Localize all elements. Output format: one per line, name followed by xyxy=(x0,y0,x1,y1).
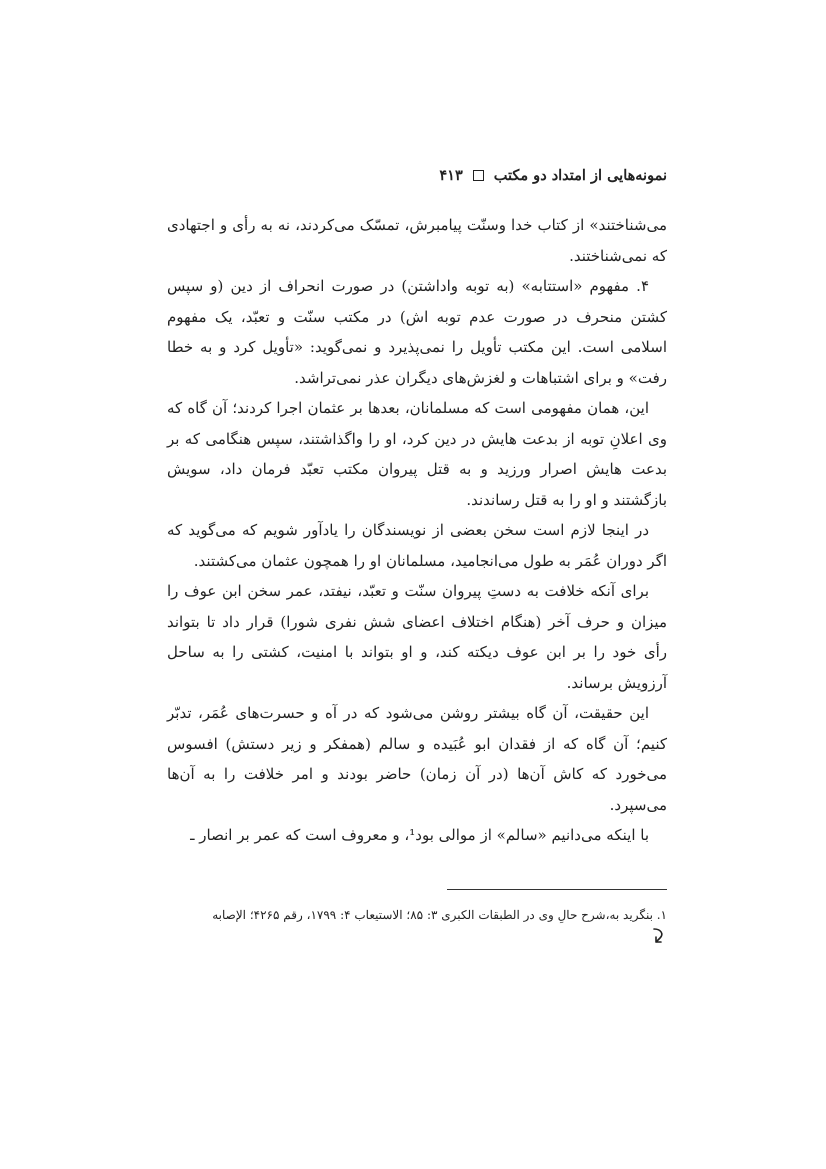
paragraph-6: این حقیقت، آن گاه بیشتر روشن می‌شود که در آه و حسرت‌های عُمَر، تدبّر کنیم؛ آن گاه که از فقدان ابو عُبَیده و سالم (همفکر و زیر دستش) افسوس می‌خورد که کاش آن‌ها (در آن زمان) حاضر بودند و امر خلافت را به آن‌ها می‌سپرد. xyxy=(167,704,667,814)
paragraph-5: برای آنکه خلافت به دستِ پیروان سنّت و تعبّد، نیفتد، عمر سخن ابن عوف را میزان و حرف آخر (هنگام اختلاف اعضای شش نفری شورا) قرار داد تا بتواند رأی خود را بر ابن عوف دیکته کند، و او بتواند با امنیت، کشتی را به ساحل آرزویش برساند. xyxy=(167,582,667,692)
body-text xyxy=(167,210,667,851)
footnote-divider xyxy=(447,889,667,890)
header-title: نمونه‌هایی از امتداد دو مکتب xyxy=(493,166,667,184)
paragraph-4: در اینجا لازم است سخن بعضی از نویسندگان را یادآور شویم که می‌گوید که اگر دوران عُمَر به طول می‌انجامید، مسلمانان او را همچون عثمان می‌کشتند. xyxy=(167,521,667,570)
square-bullet-icon xyxy=(473,170,484,181)
footnote xyxy=(167,904,667,944)
footnote-text: ۱. بنگرید به،شرح حالِ وی در الطبقات الکبری ۳: ۸۵؛ الاستیعاب ۴: ۱۷۹۹، رقم ۴۲۶۵؛ الإصابه xyxy=(212,907,667,922)
page-number: ۴۱۳ xyxy=(439,166,463,184)
continuation-arrow-icon xyxy=(651,926,667,944)
running-header xyxy=(167,160,667,190)
paragraph-1: می‌شناختند» از کتاب خدا وسنّت پیامبرش، تمسّک می‌کردند، نه به رأی و اجتهادی که نمی‌شناختند. xyxy=(167,216,667,265)
paragraph-7: با اینکه می‌دانیم «سالم» از موالی بود¹، و معروف است که عمر بر انصار ـ xyxy=(190,826,649,844)
paragraph-3: این، همان مفهومی است که مسلمانان، بعدها بر عثمان اجرا کردند؛ آن گاه که وی اعلانِ توبه از بدعت هایش در دین کرد، او را واگذاشتند، سپس هنگامی که بر بدعت هایش اصرار ورزید و به قتل پیروان مکتب تعبّد فرمان داد، سویش بازگشتند و او را به قتل رساندند. xyxy=(167,399,667,509)
book-page xyxy=(167,160,667,944)
paragraph-2: ۴. مفهوم «استتابه» (به توبه واداشتن) در صورت انحراف از دین (و سپس کشتن منحرف در صورت عدم توبه اش) در مکتب سنّت و تعبّد، یک مفهوم اسلامی است. این مکتب تأویل را نمی‌پذیرد و نمی‌گوید: «تأویل کرد و به خطا رفت» و برای اشتباهات و لغزش‌های دیگران عذر نمی‌تراشد. xyxy=(167,277,667,387)
